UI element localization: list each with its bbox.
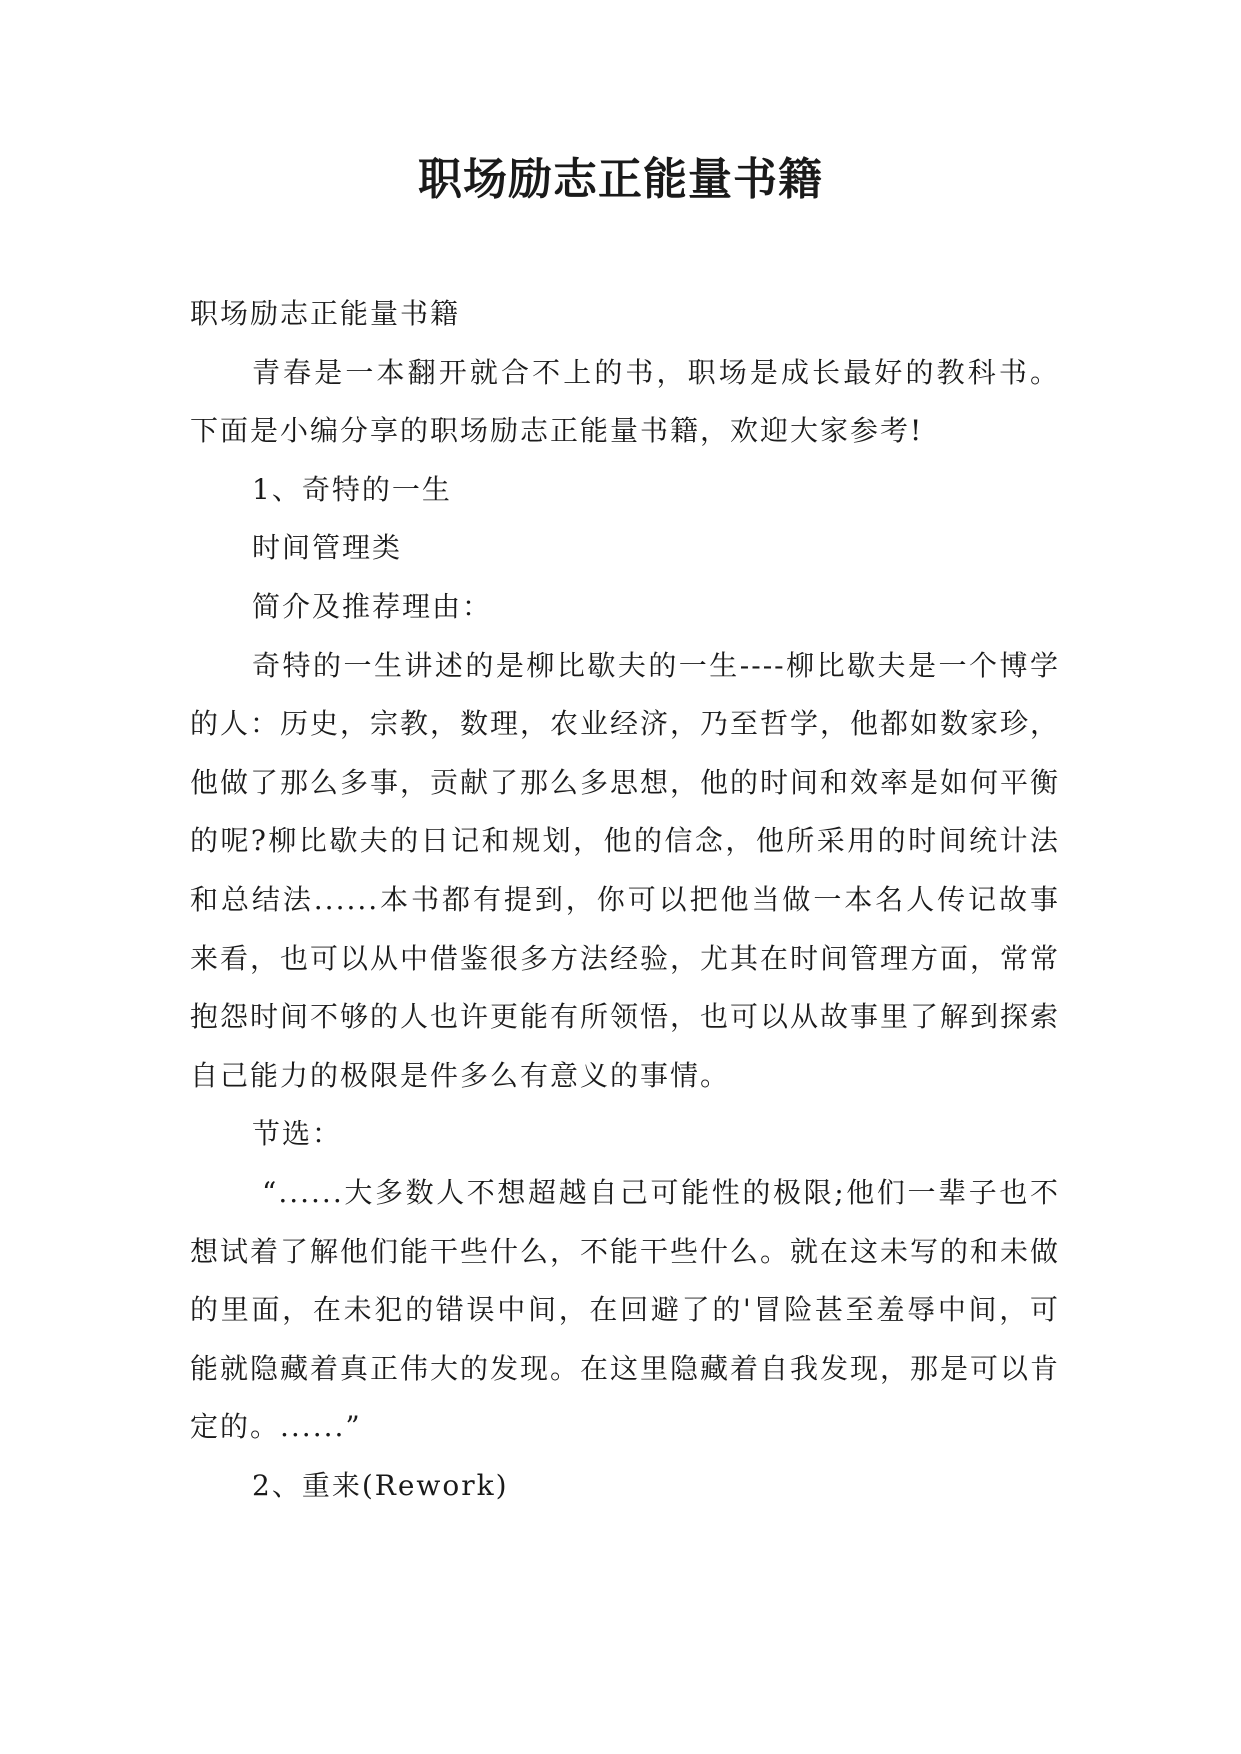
document-body <box>190 285 1060 1515</box>
book-1-category: 时间管理类 <box>252 531 403 565</box>
paragraph-intro: 青春是一本翻开就合不上的书，职场是成长最好的教科书。下面是小编分享的职场励志正能量书籍，欢迎大家参考! <box>190 355 1060 448</box>
paragraph-heading: 职场励志正能量书籍 <box>190 297 461 330</box>
book-1-excerpt: “......大多数人不想超越自己可能性的极限;他们一辈子也不想试着了解他们能干些什么，不能干些什么。就在这未写的和未做的里面，在未犯的错误中间，在回避了的'冒险甚至羞辱中间，可能就隐藏着真正伟大的发现。在这里隐藏着自我发现，那是可以肯定的。......” <box>190 1175 1061 1444</box>
book-2-title: 2、重来(Rework) <box>252 1468 509 1502</box>
document-title: 职场励志正能量书籍 <box>418 154 823 205</box>
book-1-description: 奇特的一生讲述的是柳比歇夫的一生----柳比歇夫是一个博学的人：历史，宗教，数理，农业经济，乃至哲学，他都如数家珍，他做了那么多事，贡献了那么多思想，他的时间和效率是如何平衡的呢?柳比歇夫的日记和规划，他的信念，他所采用的时间统计法和总结法......本书都有提到，你可以把他当做一本名人传记故事来看，也可以从中借鉴很多方法经验，尤其在时间管理方面，常常抱怨时间不够的人也许更能有所领悟，也可以从故事里了解到探索自己能力的极限是件多么有意义的事情。 <box>190 648 1061 1092</box>
book-1-title: 1、奇特的一生 <box>252 472 452 506</box>
book-1-intro-label: 简介及推荐理由： <box>252 589 493 623</box>
book-1-excerpt-label: 节选： <box>252 1117 343 1151</box>
